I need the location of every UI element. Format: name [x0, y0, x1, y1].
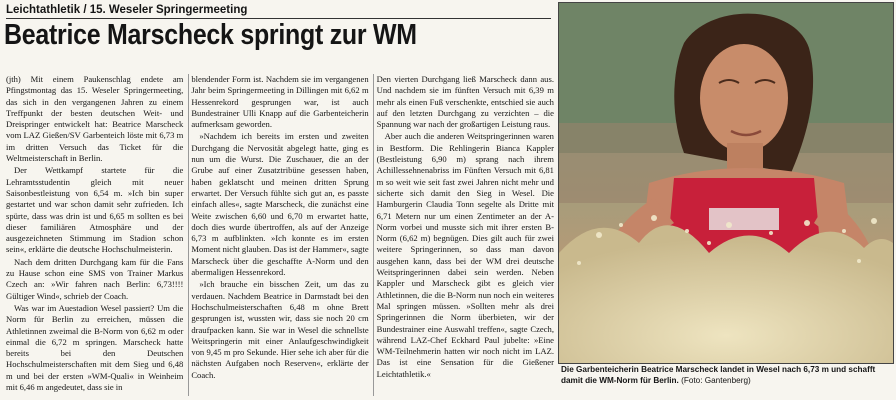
paragraph: blendender Form ist. Nachdem sie im vergangenen Jahr beim Springermeeting in Dillingen mit 6,62 m Hessenrekord gesprungen war, ist auch Bundestrainer Ulli Knapp auf die Garbenteicherin aufmerksam geworden. — [191, 74, 369, 130]
column-divider — [188, 74, 189, 396]
paragraph: »Ich brauche ein bisschen Zeit, um das zu verdauen. Nachdem Beatrice in Darmstadt bei den Hochschulmeisterschaften 6,48 m ohne Brett gesprungen ist, wussten wir, dass sie noch 20 cm draufpacken kann. Sie war in Wesel die schnellste Weitspringerin mit einer Anlaufgeschwindigkeit von 9,45 m pro Sekunde. Hier sehe ich aber für die nächsten Aufgaben noch Reserven«, erklärte der Coach. — [191, 279, 369, 380]
long-jump-landing-illustration — [559, 3, 893, 363]
article-column-3 — [377, 74, 554, 398]
photo-credit: (Foto: Gantenberg) — [681, 375, 751, 385]
article-column-2 — [191, 74, 368, 398]
caption-text: Die Garbenteicherin Beatrice Marscheck landet in Wesel nach 6,73 m und schafft damit die WM-Norm für Berlin. — [561, 365, 876, 385]
article-column-1 — [6, 74, 183, 398]
column-divider — [373, 74, 374, 396]
paragraph: Der Wettkampf startete für die Lehramtsstudentin gleich mit neuer Saisonbestleistung von 6,54 m. »Ich bin super gestartet und war schon damit sehr zufrieden. Ich spürte, dass was drin ist und 6,65 m sollten es bei dieser familiären Atmosphäre und der ausgezeichneten Stimmung im Stadion schon sein«, erklärte die deutsche Hochschulmeisterin. — [6, 165, 184, 255]
athlete-photo — [558, 2, 894, 364]
bib-number — [709, 208, 779, 230]
paragraph: »Nachdem ich bereits im ersten und zweiten Durchgang die Nervosität abgelegt hatte, ging es nun um die Wurst. Die Zuschauer, die an der Grube auf einer Zusatztribüne gesessen haben, haben geklatscht und meinen dritten Sprung erwartet. Der Versuch fühlte sich gut an, es passte einfach alles«, sagte Marscheck, die zunächst eine Weite zwischen 6,60 und 6,70 m erwartet hatte, doch dies wurde übertroffen, als auf der Anzeige 6,73 m aufblinkten. »Ich konnte es im ersten Moment nicht glauben. Das ist der Hammer«, sagte Marscheck über die geschaffte A-Norm und den abermaligen Hessenrekord. — [191, 131, 369, 278]
paragraph: (jth) Mit einem Paukenschlag endete am Pfingstmontag das 15. Weseler Springermeeting, das sich in den vergangenen Jahren zu einem Treffpunkt der besten deutschen Weit- und Dreispringer entwickelt hat: Beatrice Marscheck vom LAZ Gießen/SV Garbenteich löste mit 6,73 m im dritten Versuch das Ticket für die Weltmeisterschaft in Berlin. — [6, 74, 184, 164]
paragraph: Nach dem dritten Durchgang kam für die Fans zu Hause schon eine SMS von Trainer Markus Czech an: »Wir fahren nach Berlin: 6,73!!!! Gültiger Wind«, schrieb der Coach. — [6, 256, 184, 301]
sand-spray — [559, 225, 893, 363]
article-headline: Beatrice Marscheck springt zur WM — [4, 19, 417, 51]
photo-caption — [561, 365, 891, 386]
paragraph: Was war im Auestadion Wesel passiert? Um die Norm für Berlin zu erreichen, müssen die Athletinnen zweimal die B-Norm von 6,62 m oder einmal die 6,72 m springen. Marscheck hatte bereits bei den Deutschen Hochschulmeisterschaften mit dem Sieg und 6,48 m und bei der ersten »WM-Quali« in Weinheim mit 6,46 m angedeutet, dass sie in — [6, 302, 184, 393]
paragraph: Aber auch die anderen Weitspringerinnen waren in Bestform. Die Rehlingerin Bianca Kappler (Bestleistung 6,90 m) sprang nach ihrem Achillessehnenabriss im Fünften Versuch mit 6,81 m so weit wie seit fast zwei Jahren nicht mehr und sicherte sich damit den Sieg in Wesel. Die Hamburgerin Claudia Tonn segelte als Dritte mit 6,71 Metern nur um einen Zentimeter an der A-Norm vorbei und musste sich mit ihrer ersten B-Norm (6,62 m) begnügen. Dies gilt auch für zwei weitere Springerinnen, so dass man davon ausgehen kann, dass bei der WM drei deutsche Weitspringerinnen dabei sein werden. Neben Kappler und Marscheck gibt es gleich vier Athletinnen, die die B-Norm nun noch ein weiteres Mal springen müssen. »Sollten mehr als drei Springerinnen die Norm überbieten, wir der Bundestrainer eine Auswahl treffen«, sagte Czech, während LAZ-Chef Eckhard Paul jubelte: »Eine WM-Teilnehmerin hatten wir noch nicht im LAZ. Das ist eine Sensation für die Gießener Leichtathletik.« — [376, 131, 554, 379]
article-kicker: Leichtathletik / 15. Weseler Springermeeting — [6, 3, 551, 19]
paragraph: Den vierten Durchgang ließ Marscheck dann aus. Und nachdem sie im fünften Versuch mit 6,39 m mehr als einen Fuß verschenkte, entschied sie auch auf den letzten Durchgang zu verzichten – die Spannung war nach der großartigen Leistung raus. — [376, 74, 554, 130]
article-body — [6, 74, 554, 398]
